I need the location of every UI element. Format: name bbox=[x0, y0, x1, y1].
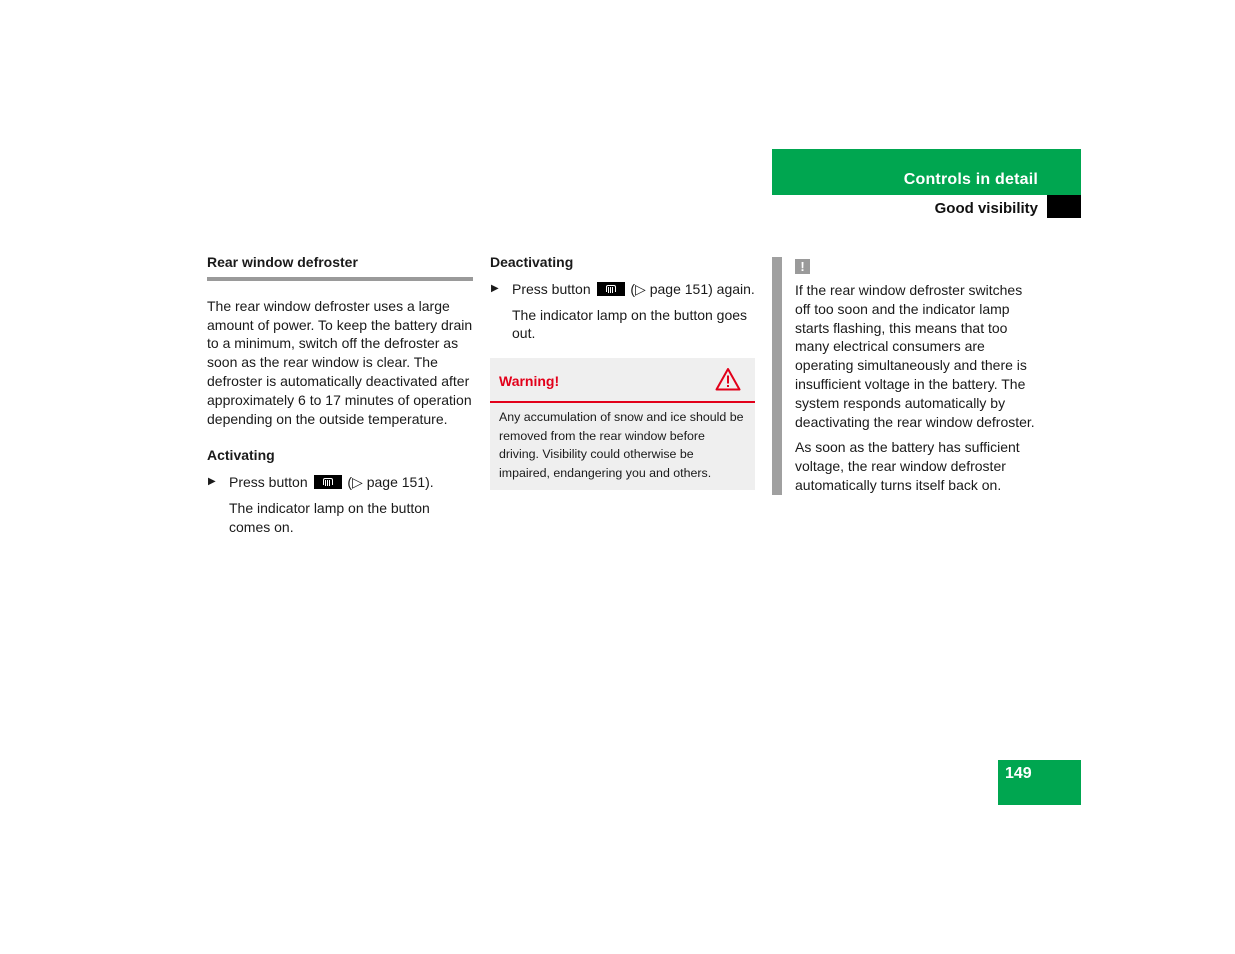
page-number: 149 bbox=[1005, 765, 1032, 782]
note-paragraph-1: If the rear window defroster switches off too soon and the indicator lamp starts flashing, this means that too many electrical consumers are operating simultaneously and there is insufficient voltage in the battery. The system responds automatically by deactivating the rear window defroster. bbox=[795, 282, 1035, 430]
activating-result: The indicator lamp on the button comes on. bbox=[229, 499, 430, 535]
chapter-title: Controls in detail bbox=[903, 171, 1038, 188]
left-column bbox=[207, 253, 473, 537]
exclamation-icon: ! bbox=[795, 259, 810, 274]
deactivating-heading: Deactivating bbox=[490, 254, 574, 270]
section-header bbox=[772, 195, 1081, 218]
warning-triangle-icon bbox=[715, 367, 741, 391]
rear-defroster-button-icon bbox=[314, 475, 342, 489]
chapter-header bbox=[772, 149, 1081, 195]
right-column bbox=[772, 257, 1038, 495]
deactivating-step-ref: (▷ page 151) again. bbox=[630, 280, 755, 297]
activating-step-text: Press button bbox=[229, 474, 308, 491]
warning-title: Warning! bbox=[499, 373, 560, 390]
note-side-bar bbox=[772, 257, 782, 495]
section-title: Good visibility bbox=[934, 200, 1038, 217]
warning-header bbox=[490, 358, 755, 403]
activating-heading: Activating bbox=[207, 447, 275, 464]
step-arrow-icon: ▶ bbox=[491, 282, 499, 294]
warning-text: Any accumulation of snow and ice should be removed from the rear window before driving. Visibility could otherwise be impaired, endangering you and others. bbox=[499, 410, 744, 480]
rear-defroster-button-icon bbox=[597, 282, 625, 296]
note-content bbox=[772, 257, 1038, 495]
deactivating-step bbox=[490, 280, 756, 299]
note-paragraph-2: As soon as the battery has sufficient voltage, the rear window defroster automatically turns itself back on. bbox=[795, 439, 1020, 493]
page-number-box bbox=[998, 760, 1081, 805]
activating-step-ref: (▷ page 151). bbox=[347, 474, 434, 491]
rear-defroster-heading: Rear window defroster bbox=[207, 253, 473, 281]
activating-step bbox=[207, 473, 473, 492]
section-tab-marker bbox=[1047, 195, 1081, 218]
deactivating-step-text: Press button bbox=[512, 280, 591, 297]
intro-paragraph: The rear window defroster uses a large amount of power. To keep the battery drain to a minimum, switch off the defroster as soon as the rear window is clear. The defroster is automatically deactivated after approximately 6 to 17 minutes of operation depending on the outside temperature. bbox=[207, 297, 473, 427]
step-arrow-icon: ▶ bbox=[208, 476, 216, 488]
deactivating-result: The indicator lamp on the button goes out. bbox=[512, 306, 748, 342]
middle-column bbox=[490, 253, 756, 490]
warning-box bbox=[490, 358, 755, 489]
